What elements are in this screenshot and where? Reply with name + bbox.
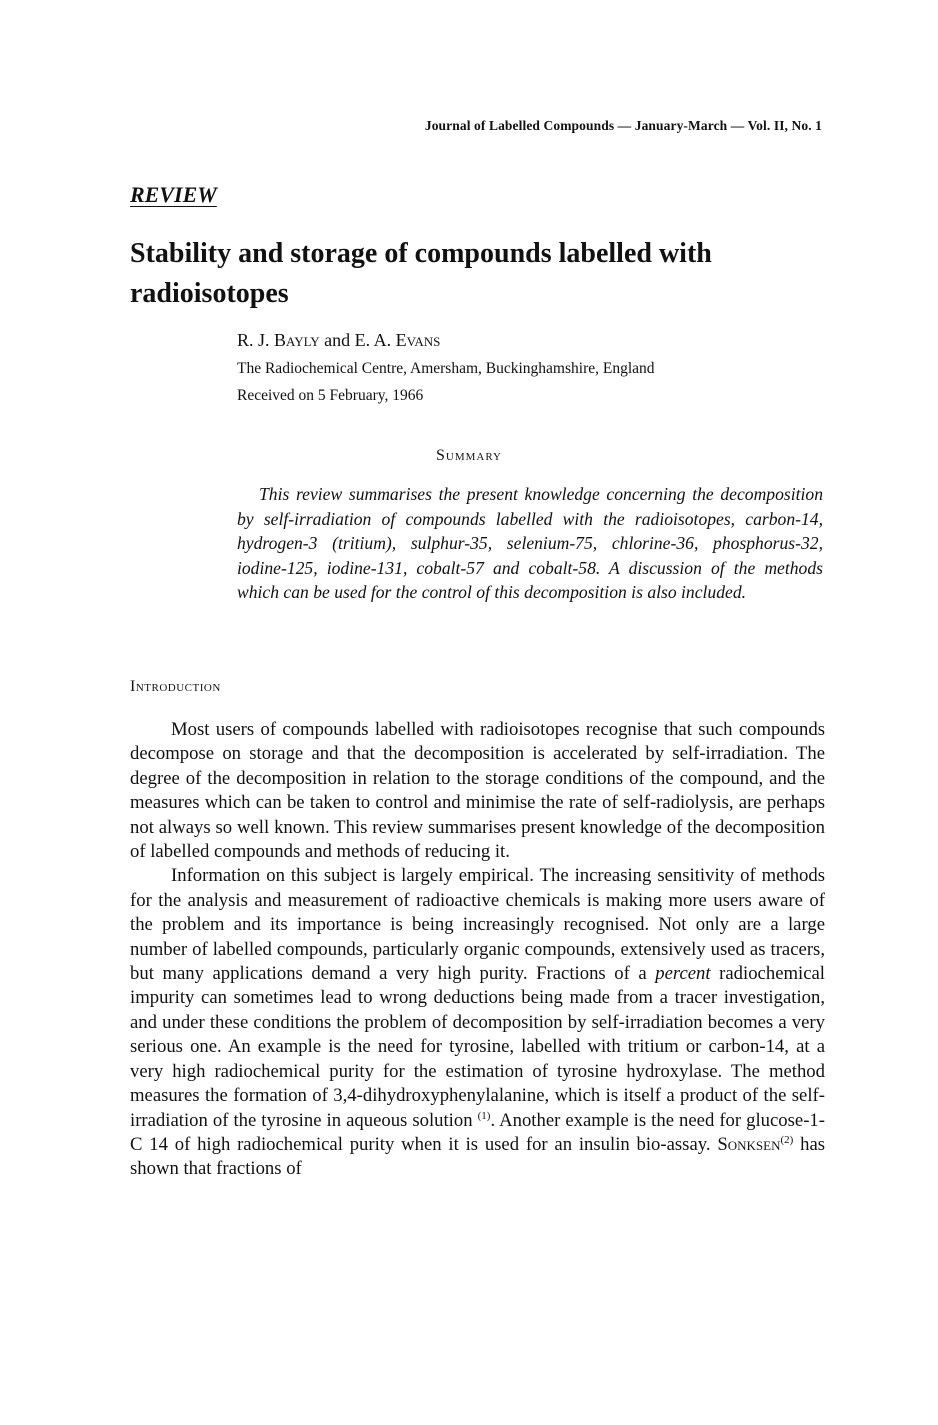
paragraph-2 — [130, 864, 825, 1181]
section-label: REVIEW — [130, 182, 217, 207]
reference-1: (1) — [477, 1109, 491, 1122]
author-1-surname: Bayly — [274, 330, 320, 350]
reference-2: (2) — [780, 1133, 794, 1146]
emphasis-percent: percent — [655, 963, 711, 985]
authors — [237, 330, 440, 351]
paragraph-2-part-d: has shown that fractions of — [130, 1133, 826, 1180]
paragraph-1: Most users of compounds labelled with radioisotopes recognise that such compounds decompose on storage and that the decomposition is accelerated by self-irradiation. The degree of the decomposition in relation to the storage conditions of the compound, and the measures which can be taken to control and minimise the rate of self-radiolysis, are perhaps not always so well known. This review summarises present knowledge of the decomposition of labelled compounds and methods of reducing it. — [130, 719, 825, 863]
body-text — [130, 718, 825, 1182]
paragraph-2-part-c: . Another example is the need for glucose-1-C 14 of high radiochemical purity when it is used for an insulin bio-assay. — [130, 1109, 826, 1155]
affiliation: The Radiochemical Centre, Amersham, Buckinghamshire, England — [237, 360, 655, 377]
received-date: Received on 5 February, 1966 — [237, 387, 424, 404]
paragraph-2-part-b: radiochemical impurity can sometimes lead to wrong deductions being made from a tracer investigation, and under these conditions the problem of decomposition by self-irradiation becomes a very serious one. An example is the need for tyrosine, labelled with tritium or carbon-14, at a very high radiochemical purity for the estimation of tyrosine hydroxylase. The method measures the formation of 3,4-dihydroxyphenylalanine, which is itself a product of the self-irradiation of the tyrosine in aqueous solution — [130, 963, 825, 1131]
cited-author: Sonksen — [717, 1133, 781, 1155]
author-2-initials: E. A. — [354, 330, 392, 350]
introduction-heading: Introduction — [130, 678, 221, 695]
summary-text: This review summarises the present knowledge concerning the decomposition by self-irradiation of compounds labelled with the radioisotopes, carbon-14, hydrogen-3 (tritium), sulphur-35, selenium-75, chlorine-36, phosphorus-32, iodine-125, iodine-131, cobalt-57 and cobalt-58. A discussion of the methods which can be used for the control of this decomposition is also included. — [237, 484, 823, 602]
paragraph-2-part-a: Information on this subject is largely empirical. The increasing sensitivity of methods for the analysis and measurement of radioactive chemicals is making more users aware of the problem and its importance is being increasingly recognised. Not only are a large number of labelled compounds, particularly organic compounds, extensively used as tracers, but many applications demand a very high purity. Fractions of a — [130, 865, 825, 985]
summary-heading: Summary — [435, 447, 503, 464]
running-head: Journal of Labelled Compounds — January-March — Vol. II, No. 1 — [424, 118, 822, 133]
author-1-initials: R. J. — [237, 330, 270, 350]
article-title: Stability and storage of compounds labelled with radioisotopes — [130, 238, 712, 309]
author-conjunction: and — [324, 330, 351, 350]
author-2-surname: Evans — [395, 330, 441, 350]
